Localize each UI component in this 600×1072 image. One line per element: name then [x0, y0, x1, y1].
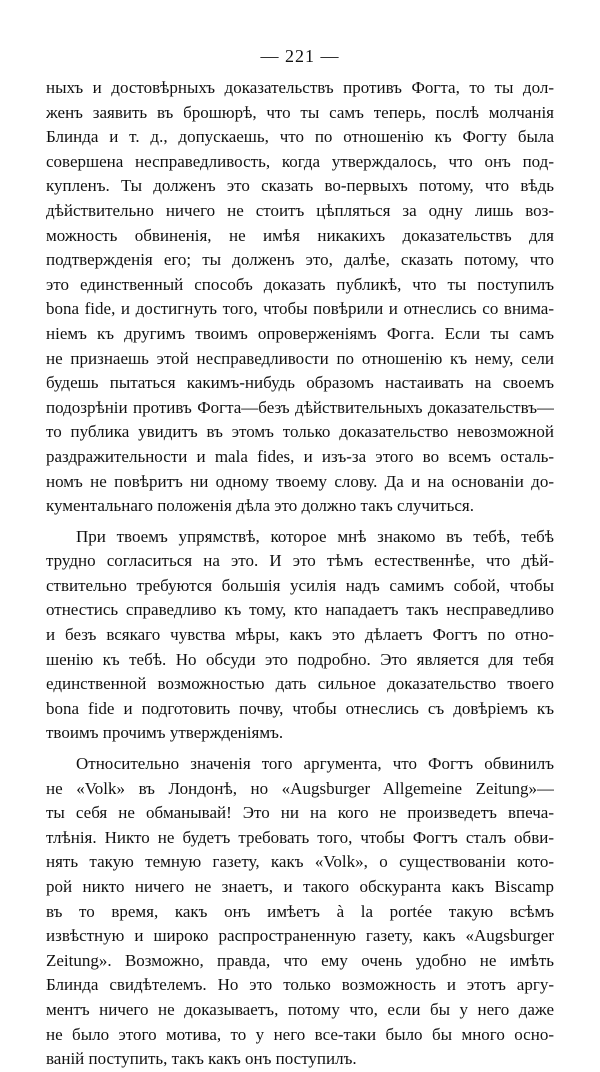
text-line: купленъ. Ты долженъ это сказать во-первыхъ потому, что вѣдь — [46, 176, 554, 196]
text-line: то публика увидитъ въ этомъ только доказательство невозможной — [46, 422, 554, 442]
text-line: можность обвиненія, не имѣя никакихъ доказательствъ для — [46, 225, 554, 245]
text-line: отнестись справедливо къ тому, кто нападаетъ такъ несправедливо — [46, 600, 554, 620]
text-line: извѣстную и широко распространенную газету, какъ «Augsburger — [46, 926, 554, 946]
text-line: шенію къ тебѣ. Но обсуди это подробно. Это является для тебя — [46, 649, 554, 669]
text-line: Относительно значенія того аргумента, что Фогтъ обвинилъ — [76, 754, 554, 774]
text-line: подтвержденія его; ты долженъ это, далѣе, сказать потому, что — [46, 250, 554, 270]
text-line: ваній поступить, такъ какъ онъ поступилъ. — [46, 1049, 357, 1069]
paragraph — [46, 525, 554, 746]
text-line: дѣйствительно ничего не стоитъ цѣпляться за одну лишь воз- — [46, 200, 554, 220]
text-line: Блинда и т. д., допускаешь, что по отношенію къ Фогту была — [46, 127, 554, 147]
text-body — [46, 76, 554, 1072]
text-line: тлѣнія. Никто не будетъ требовать того, чтобы Фогтъ сталъ обви- — [46, 827, 554, 847]
text-line: трудно согласиться на это. И это тѣмъ естественнѣе, что дѣй- — [46, 551, 554, 571]
page-number: — 221 — — [260, 46, 340, 66]
text-line: подозрѣніи противъ Фогта—безъ дѣйствительныхъ доказательствъ— — [46, 397, 554, 417]
text-line: ніемъ къ другимъ твоимъ опроверженіямъ Фогга. Если ты самъ — [46, 323, 554, 343]
text-line: Zeitung». Возможно, правда, что ему очень удобно не имѣть — [46, 950, 554, 970]
text-line: въ то время, какъ онъ имѣетъ à la portée такую всѣмъ — [46, 901, 554, 921]
text-line: ментъ ничего не доказываетъ, потому что, если бы у него даже — [46, 999, 554, 1019]
text-line: совершена несправедливость, когда утверждалось, что онъ под- — [46, 151, 554, 171]
text-line: раздражительности и mala fides, и изъ-за этого во всемъ осталь- — [46, 446, 554, 466]
text-line: ствительно требуются большія усилія надъ самимъ собой, чтобы — [46, 575, 554, 595]
paragraph — [46, 76, 554, 519]
text-line: единственной возможностью дать сильное доказательство твоего — [46, 674, 554, 694]
text-line: ныхъ и достовѣрныхъ доказательствъ противъ Фогта, то ты дол- — [46, 78, 554, 97]
text-line: кументальнаго положенія дѣла это должно такъ случиться. — [46, 496, 474, 516]
text-line: bona fide, и достигнуть того, чтобы повѣрили и отнеслись со внима- — [46, 299, 554, 319]
text-line: не «Volk» въ Лондонѣ, но «Augsburger Allgemeine Zeitung»— — [46, 778, 554, 798]
text-line: номъ не повѣритъ ни одному твоему слову. Да и на основаніи до- — [46, 471, 554, 491]
text-line: не признаешь этой несправедливости по отношенію къ нему, сели — [46, 348, 554, 368]
text-line: это единственный способъ доказать публикѣ, что ты поступилъ — [46, 274, 554, 294]
text-line: будешь пытаться какимъ-нибудь образомъ настаивать на своемъ — [46, 373, 554, 393]
paragraph — [46, 752, 554, 1072]
text-line: ты себя не обманывай! Это ни на кого не произведетъ впеча- — [46, 803, 554, 823]
text-line: Блинда свидѣтелемъ. Но это только возможность и этотъ аргу- — [46, 975, 554, 995]
text-line: нять такую темную газету, какъ «Volk», о существованіи кото- — [46, 852, 554, 872]
text-line: женъ заявить въ брошюрѣ, что ты самъ теперь, послѣ молчанія — [46, 102, 554, 122]
text-line: не было этого мотива, то у него все-таки было бы много осно- — [46, 1024, 554, 1044]
text-line: и безъ всякаго чувства мѣры, какъ это дѣлаетъ Фогтъ по отно- — [46, 625, 554, 645]
text-line: bona fide и подготовить почву, чтобы отнеслись съ довѣріемъ къ — [46, 698, 554, 718]
text-line: При твоемъ упрямствѣ, которое мнѣ знакомо въ тебѣ, тебѣ — [76, 526, 554, 546]
text-line: рой никто ничего не знаетъ, и такого обскуранта какъ Biscamp — [46, 877, 554, 896]
text-line: твоимъ прочимъ утвержденіямъ. — [46, 723, 284, 743]
